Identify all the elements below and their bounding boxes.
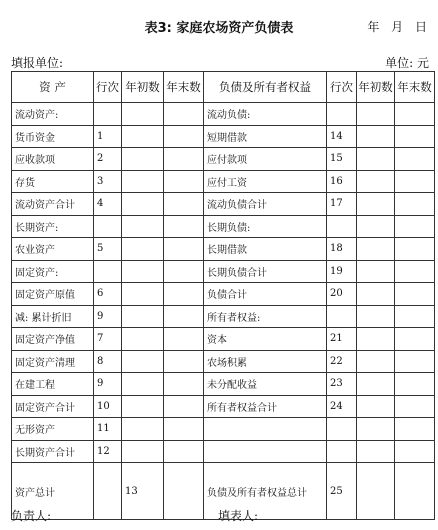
asset-begin-value[interactable]: [122, 125, 164, 148]
asset-total-begin: 13: [122, 463, 164, 520]
liability-begin-value[interactable]: [357, 418, 395, 441]
liability-line-no: [327, 215, 357, 238]
table-row: [12, 238, 435, 261]
liability-line-no: [327, 103, 357, 126]
liability-line-no: 18: [327, 238, 357, 261]
liability-total-line: 25: [327, 463, 357, 520]
asset-line-no: 12: [94, 440, 122, 463]
liability-end-value[interactable]: [395, 328, 435, 351]
liability-line-no: 15: [327, 148, 357, 171]
liability-begin-value[interactable]: [357, 305, 395, 328]
liability-total-label: 负债及所有者权益总计: [204, 463, 327, 520]
liability-item: 长期负债合计: [204, 260, 327, 283]
asset-end-value[interactable]: [164, 373, 204, 396]
liability-item: 应付工资: [204, 170, 327, 193]
liability-item: 长期借款: [204, 238, 327, 261]
table-row: [12, 283, 435, 306]
asset-item: 流动资产合计: [12, 193, 94, 216]
table-row: [12, 170, 435, 193]
liability-begin-value[interactable]: [357, 395, 395, 418]
asset-begin-value[interactable]: [122, 215, 164, 238]
liability-end-value[interactable]: [395, 170, 435, 193]
liability-end-value[interactable]: [395, 305, 435, 328]
asset-begin-value[interactable]: [122, 260, 164, 283]
table-row: [12, 148, 435, 171]
asset-line-no: 4: [94, 193, 122, 216]
header-asset-end: 年末数: [164, 72, 204, 103]
asset-line-no: 3: [94, 170, 122, 193]
asset-end-value[interactable]: [164, 395, 204, 418]
asset-item: 固定资产:: [12, 260, 94, 283]
liability-line-no: 20: [327, 283, 357, 306]
liability-item: 流动负债:: [204, 103, 327, 126]
liability-begin-value[interactable]: [357, 215, 395, 238]
liability-item: 负债合计: [204, 283, 327, 306]
asset-line-no: 2: [94, 148, 122, 171]
liability-end-value[interactable]: [395, 395, 435, 418]
asset-begin-value[interactable]: [122, 305, 164, 328]
table-row: [12, 260, 435, 283]
table-row: [12, 440, 435, 463]
asset-end-value[interactable]: [164, 418, 204, 441]
asset-begin-value[interactable]: [122, 238, 164, 261]
table-row: [12, 103, 435, 126]
header-liab-begin: 年初数: [357, 72, 395, 103]
liability-begin-value[interactable]: [357, 148, 395, 171]
liability-line-no: 21: [327, 328, 357, 351]
liability-begin-value[interactable]: [357, 328, 395, 351]
asset-begin-value[interactable]: [122, 440, 164, 463]
table-row: [12, 305, 435, 328]
liability-begin-value[interactable]: [357, 238, 395, 261]
page-title: 表3: 家庭农场资产负债表: [144, 21, 294, 36]
liability-line-no: [327, 440, 357, 463]
table-row: [12, 125, 435, 148]
liability-begin-value[interactable]: [357, 440, 395, 463]
table-row: [12, 373, 435, 396]
header-liab-end: 年末数: [395, 72, 435, 103]
filler-label: 填报单位:: [11, 56, 64, 70]
asset-item: 减: 累计折旧: [12, 305, 94, 328]
asset-begin-value[interactable]: [122, 283, 164, 306]
liability-end-value[interactable]: [395, 350, 435, 373]
asset-item: 无形资产: [12, 418, 94, 441]
asset-end-value[interactable]: [164, 328, 204, 351]
liability-begin-value[interactable]: [357, 350, 395, 373]
table-row: [12, 215, 435, 238]
asset-line-no: [94, 103, 122, 126]
liability-item: 长期负债:: [204, 215, 327, 238]
liability-begin-value[interactable]: [357, 193, 395, 216]
asset-item: 固定资产合计: [12, 395, 94, 418]
liability-line-no: 17: [327, 193, 357, 216]
asset-end-value[interactable]: [164, 350, 204, 373]
liability-item: 农场积累: [204, 350, 327, 373]
header-asset-begin: 年初数: [122, 72, 164, 103]
asset-item: 存货: [12, 170, 94, 193]
asset-item: 流动资产:: [12, 103, 94, 126]
liability-end-value[interactable]: [395, 125, 435, 148]
asset-end-value[interactable]: [164, 238, 204, 261]
asset-line-no: 6: [94, 283, 122, 306]
header-asset-line: 行次: [94, 72, 122, 103]
asset-end-value[interactable]: [164, 148, 204, 171]
liability-item: 应付款项: [204, 148, 327, 171]
asset-total-line: [94, 463, 122, 520]
asset-begin-value[interactable]: [122, 350, 164, 373]
unit-label: 单位: 元: [385, 56, 429, 70]
liability-line-no: [327, 418, 357, 441]
asset-line-no: 9: [94, 373, 122, 396]
asset-end-value[interactable]: [164, 125, 204, 148]
header-liab-line: 行次: [327, 72, 357, 103]
liability-total-begin[interactable]: [357, 463, 395, 520]
liability-line-no: 24: [327, 395, 357, 418]
asset-line-no: 10: [94, 395, 122, 418]
liability-end-value[interactable]: [395, 215, 435, 238]
asset-end-value[interactable]: [164, 440, 204, 463]
liability-end-value[interactable]: [395, 373, 435, 396]
liability-end-value[interactable]: [395, 238, 435, 261]
liability-end-value[interactable]: [395, 440, 435, 463]
asset-line-no: 1: [94, 125, 122, 148]
asset-item: 货币资金: [12, 125, 94, 148]
asset-end-value[interactable]: [164, 283, 204, 306]
header-row: [12, 72, 435, 103]
balance-sheet-table: [11, 71, 435, 520]
liability-total-end[interactable]: [395, 463, 435, 520]
asset-begin-value[interactable]: [122, 395, 164, 418]
asset-begin-value[interactable]: [122, 170, 164, 193]
table-row: [12, 193, 435, 216]
asset-begin-value[interactable]: [122, 373, 164, 396]
liability-begin-value[interactable]: [357, 103, 395, 126]
liability-begin-value[interactable]: [357, 170, 395, 193]
liability-item: 短期借款: [204, 125, 327, 148]
asset-end-value[interactable]: [164, 215, 204, 238]
table-row: [12, 395, 435, 418]
preparer-label: 填表人:: [218, 509, 259, 523]
asset-end-value[interactable]: [164, 260, 204, 283]
asset-line-no: 7: [94, 328, 122, 351]
table-row: [12, 418, 435, 441]
asset-item: 长期资产合计: [12, 440, 94, 463]
asset-line-no: [94, 260, 122, 283]
liability-line-no: 16: [327, 170, 357, 193]
asset-item: 农业资产: [12, 238, 94, 261]
liability-item: [204, 418, 327, 441]
liability-end-value[interactable]: [395, 418, 435, 441]
liability-end-value[interactable]: [395, 260, 435, 283]
asset-item: 应收款项: [12, 148, 94, 171]
asset-total-label: 资产总计: [12, 463, 94, 520]
liability-begin-value[interactable]: [357, 125, 395, 148]
asset-item: 长期资产:: [12, 215, 94, 238]
asset-end-value[interactable]: [164, 170, 204, 193]
asset-total-end[interactable]: [164, 463, 204, 520]
responsible-label: 负责人:: [11, 509, 52, 523]
asset-begin-value[interactable]: [122, 103, 164, 126]
asset-item: 在建工程: [12, 373, 94, 396]
liability-item: [204, 440, 327, 463]
header-liabilities: 负债及所有者权益: [204, 72, 327, 103]
asset-item: 固定资产清理: [12, 350, 94, 373]
liability-end-value[interactable]: [395, 283, 435, 306]
header-assets: 资 产: [12, 72, 94, 103]
liability-end-value[interactable]: [395, 103, 435, 126]
asset-line-no: 11: [94, 418, 122, 441]
liability-line-no: [327, 305, 357, 328]
liability-item: 资本: [204, 328, 327, 351]
liability-begin-value[interactable]: [357, 283, 395, 306]
liability-item: 所有者权益合计: [204, 395, 327, 418]
asset-item: 固定资产净值: [12, 328, 94, 351]
asset-end-value[interactable]: [164, 103, 204, 126]
liability-end-value[interactable]: [395, 193, 435, 216]
asset-begin-value[interactable]: [122, 193, 164, 216]
asset-begin-value[interactable]: [122, 148, 164, 171]
asset-item: 固定资产原值: [12, 283, 94, 306]
asset-begin-value[interactable]: [122, 328, 164, 351]
asset-end-value[interactable]: [164, 193, 204, 216]
liability-line-no: 22: [327, 350, 357, 373]
liability-item: 流动负债合计: [204, 193, 327, 216]
liability-line-no: 14: [327, 125, 357, 148]
asset-line-no: [94, 215, 122, 238]
asset-begin-value[interactable]: [122, 418, 164, 441]
liability-item: 未分配收益: [204, 373, 327, 396]
asset-line-no: 5: [94, 238, 122, 261]
asset-line-no: 8: [94, 350, 122, 373]
liability-begin-value[interactable]: [357, 260, 395, 283]
asset-line-no: 9: [94, 305, 122, 328]
liability-item: 所有者权益:: [204, 305, 327, 328]
date-label: 年 月 日: [367, 20, 427, 34]
asset-end-value[interactable]: [164, 305, 204, 328]
liability-line-no: 23: [327, 373, 357, 396]
liability-line-no: 19: [327, 260, 357, 283]
liability-end-value[interactable]: [395, 148, 435, 171]
liability-begin-value[interactable]: [357, 373, 395, 396]
table-row: [12, 350, 435, 373]
table-row: [12, 328, 435, 351]
